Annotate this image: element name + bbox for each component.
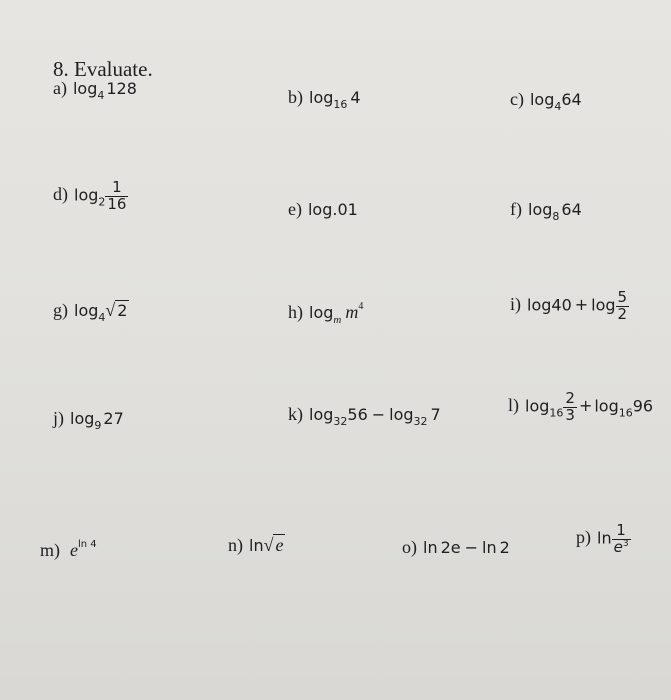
problem-l-label: l) bbox=[508, 395, 519, 416]
problem-a-base: 4 bbox=[97, 89, 105, 102]
problem-k-arg1: 56 bbox=[347, 405, 368, 424]
problem-h bbox=[288, 302, 363, 326]
problem-a-label: a) bbox=[53, 78, 67, 98]
problem-d bbox=[53, 180, 128, 213]
radical-sign-icon: √ bbox=[105, 300, 116, 320]
problem-n-fn: ln bbox=[249, 536, 264, 555]
radical-sign-icon: √ bbox=[263, 535, 274, 555]
problem-a-arg: 128 bbox=[106, 79, 137, 98]
problem-k-op: − bbox=[371, 405, 386, 424]
problem-b-base: 16 bbox=[333, 98, 348, 111]
problem-o-fn2: ln bbox=[482, 538, 497, 557]
problem-d-fn: log bbox=[74, 185, 99, 205]
problem-b-arg: 4 bbox=[350, 88, 361, 107]
problem-a-fn: log bbox=[72, 79, 98, 98]
problem-g bbox=[53, 301, 129, 323]
problem-l-denominator: 3 bbox=[565, 405, 575, 424]
problem-k-arg2: 7 bbox=[430, 405, 441, 424]
problem-m-base: e bbox=[70, 540, 78, 560]
problem-i-arg1: 40 bbox=[551, 295, 572, 315]
problem-p-den-exp: 3 bbox=[622, 538, 629, 549]
problem-i-denominator: 2 bbox=[617, 304, 628, 323]
problem-k-base2: 32 bbox=[413, 415, 428, 428]
problem-c-base: 4 bbox=[554, 100, 562, 113]
problem-b bbox=[288, 88, 361, 110]
problem-f-base: 8 bbox=[552, 210, 560, 223]
problem-o-op: − bbox=[464, 538, 479, 557]
problem-l-base2: 16 bbox=[618, 406, 633, 420]
problem-o bbox=[402, 538, 510, 556]
problem-n bbox=[228, 536, 285, 554]
problem-j-base: 9 bbox=[94, 419, 102, 432]
problem-p-fn: ln bbox=[597, 528, 612, 548]
problem-h-label: h) bbox=[288, 302, 303, 322]
problem-i-numerator: 5 bbox=[617, 288, 628, 306]
problem-l-fraction bbox=[563, 391, 577, 424]
problem-j-arg: 27 bbox=[103, 409, 124, 428]
problem-i-op: + bbox=[574, 295, 589, 315]
problem-f bbox=[510, 200, 582, 222]
problem-g-base: 4 bbox=[98, 311, 106, 324]
problem-f-label: f) bbox=[510, 199, 522, 219]
problem-p-label: p) bbox=[576, 527, 591, 548]
problem-p-numerator: 1 bbox=[612, 523, 631, 540]
problem-g-sqrt bbox=[105, 301, 129, 319]
problem-b-fn: log bbox=[309, 88, 334, 107]
problem-f-fn: log bbox=[528, 200, 553, 219]
problem-k-base1: 32 bbox=[333, 415, 348, 428]
problem-k-fn1: log bbox=[309, 405, 334, 424]
problem-c-arg: 64 bbox=[561, 90, 582, 109]
problem-o-arg1: 2e bbox=[440, 538, 461, 557]
exercise-title: 8. Evaluate. bbox=[53, 57, 153, 81]
problem-c-label: c) bbox=[510, 89, 524, 109]
problem-k-label: k) bbox=[288, 404, 303, 424]
problem-l-fn2: log bbox=[594, 396, 619, 416]
problem-h-arg: m bbox=[345, 302, 359, 322]
problem-h-fn: log bbox=[309, 303, 334, 322]
problem-m bbox=[40, 540, 97, 559]
problem-l-base1: 16 bbox=[549, 406, 564, 420]
problem-e-arg: .01 bbox=[332, 200, 358, 219]
problem-j-label: j) bbox=[53, 408, 64, 428]
problem-l-arg2: 96 bbox=[632, 396, 654, 416]
problem-m-exp: ln 4 bbox=[78, 539, 97, 550]
problem-d-base: 2 bbox=[98, 195, 106, 209]
problem-p bbox=[576, 523, 631, 556]
problem-d-denominator: 16 bbox=[107, 194, 127, 213]
problem-a bbox=[53, 79, 137, 101]
problem-l-numerator: 2 bbox=[565, 389, 575, 407]
problem-c bbox=[510, 90, 582, 112]
problem-m-label: m) bbox=[40, 540, 60, 560]
problem-i-label: i) bbox=[510, 294, 521, 315]
problem-e-fn: log bbox=[307, 200, 333, 219]
problem-i-fraction bbox=[616, 290, 630, 323]
problem-h-exp: 4 bbox=[358, 301, 364, 312]
problem-i-fn1: log bbox=[527, 295, 552, 315]
problem-p-denominator bbox=[612, 537, 631, 556]
problem-i-fn2: log bbox=[591, 295, 616, 315]
problem-p-fraction bbox=[612, 523, 631, 556]
problem-k bbox=[288, 405, 441, 427]
problem-e bbox=[288, 200, 358, 218]
problem-n-label: n) bbox=[228, 535, 243, 555]
problem-d-fraction bbox=[105, 180, 128, 213]
problem-l-op: + bbox=[578, 396, 593, 416]
problem-j-fn: log bbox=[70, 409, 95, 428]
problem-d-label: d) bbox=[53, 184, 68, 205]
problem-i bbox=[510, 290, 629, 323]
problem-g-radicand: 2 bbox=[117, 301, 128, 320]
problem-g-label: g) bbox=[53, 300, 68, 320]
problem-d-numerator: 1 bbox=[105, 180, 128, 197]
problem-b-label: b) bbox=[288, 87, 303, 107]
problem-o-fn1: ln bbox=[423, 538, 438, 557]
problem-e-label: e) bbox=[288, 199, 302, 219]
problem-l-fn1: log bbox=[525, 396, 550, 416]
problem-o-label: o) bbox=[402, 537, 417, 557]
problem-n-radicand: e bbox=[275, 535, 284, 555]
problem-n-sqrt bbox=[264, 536, 286, 554]
problem-g-fn: log bbox=[74, 301, 99, 320]
problem-c-fn: log bbox=[529, 90, 555, 109]
problem-l bbox=[508, 391, 653, 424]
problem-f-arg: 64 bbox=[561, 200, 582, 219]
problem-j bbox=[53, 409, 124, 431]
problem-h-base: m bbox=[333, 314, 342, 326]
problem-p-den-base: e bbox=[613, 537, 623, 556]
problem-k-fn2: log bbox=[389, 405, 414, 424]
problem-o-arg2: 2 bbox=[499, 538, 510, 557]
